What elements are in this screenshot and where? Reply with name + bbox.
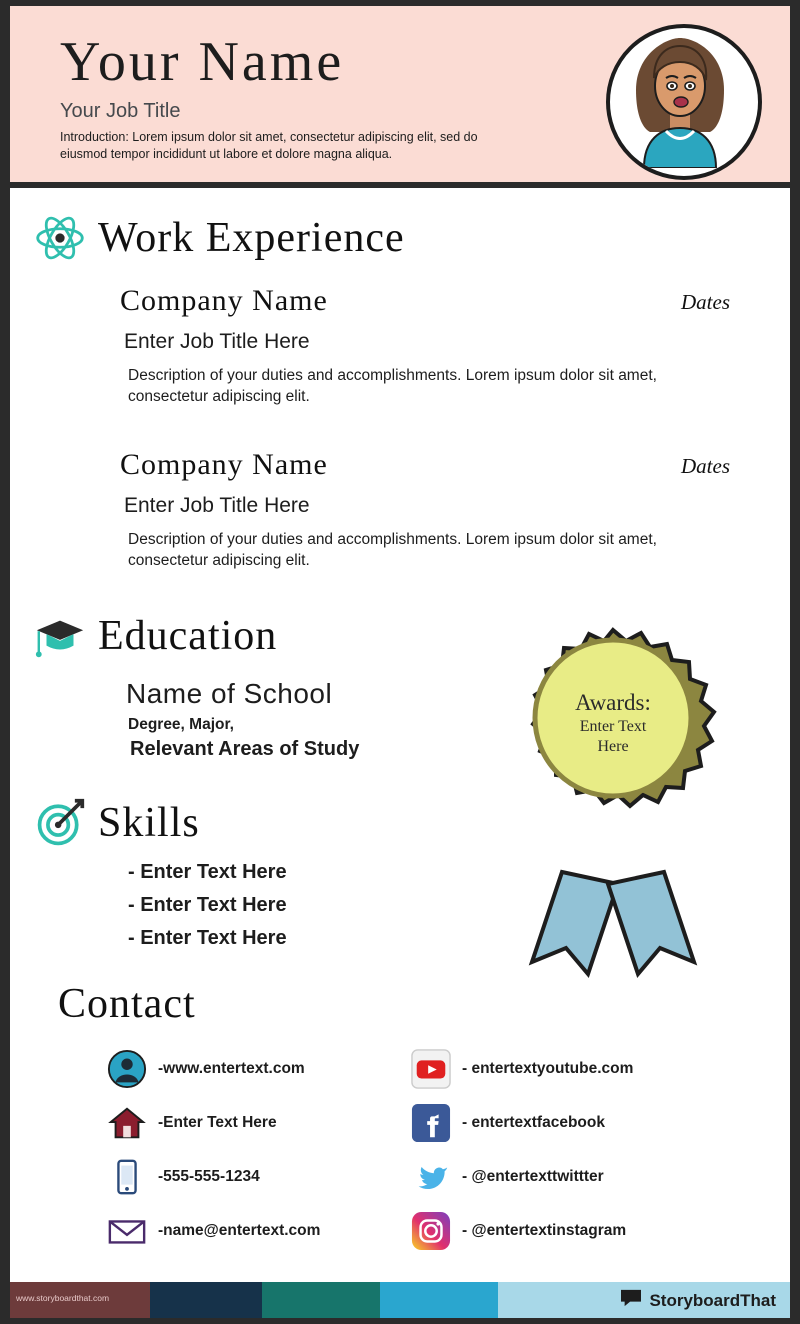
graduation-cap-icon (32, 608, 88, 664)
footer-url: www.storyboardthat.com (16, 1293, 110, 1303)
contact-row-instagram[interactable] (410, 1204, 790, 1258)
target-icon (32, 795, 88, 851)
award-badge (484, 622, 742, 982)
section-title-work: Work Experience (98, 215, 405, 261)
company-name: Company Name (120, 447, 328, 481)
avatar (606, 24, 762, 180)
section-title-skills: Skills (98, 799, 200, 846)
award-line-2: Here (597, 738, 629, 756)
job-title: Enter Job Title Here (124, 493, 310, 517)
degree-major: Degree, Major, (128, 715, 234, 733)
job-description: Description of your duties and accomplishments. Lorem ipsum dolor sit amet, consectetur adipiscing elit. (128, 530, 657, 569)
contact-row-facebook[interactable] (410, 1096, 790, 1150)
header-text-block (60, 31, 540, 163)
contact-grid (10, 1042, 790, 1258)
brand-name: StoryboardThat (649, 1290, 776, 1310)
contact-facebook-text: - entertextfacebook (462, 1113, 605, 1131)
avatar-portrait-icon (610, 28, 750, 168)
contact-address-text: -Enter Text Here (158, 1113, 277, 1131)
contact-instagram-text: - @entertextinstagram (462, 1221, 627, 1239)
header-banner (10, 6, 790, 188)
contact-website-text: -www.entertext.com (158, 1059, 305, 1077)
person-circle-icon (106, 1048, 148, 1090)
speech-bubble-icon (619, 1288, 643, 1313)
footer-segment-3 (262, 1282, 380, 1318)
section-work-experience (32, 210, 790, 266)
job-title-subtitle: Your Job Title (60, 100, 181, 122)
job-entry (120, 284, 790, 408)
contact-column-right (400, 1042, 790, 1258)
contact-column-left (10, 1042, 400, 1258)
envelope-icon (106, 1210, 148, 1252)
job-dates: Dates (681, 290, 730, 314)
skill-item: - Enter Text Here (128, 893, 287, 916)
page-title: Your Name (60, 31, 345, 93)
home-icon (106, 1102, 148, 1144)
job-dates: Dates (681, 453, 730, 478)
contact-row-address[interactable] (106, 1096, 400, 1150)
award-title: Awards: (575, 690, 651, 715)
footer-segment-4 (380, 1282, 498, 1318)
instagram-icon (410, 1210, 452, 1252)
job-entry (120, 448, 790, 572)
atom-icon (32, 210, 88, 266)
contact-row-twitter[interactable] (410, 1150, 790, 1204)
section-title-contact: Contact (58, 980, 196, 1027)
mobile-phone-icon (106, 1156, 148, 1198)
job-title: Enter Job Title Here (124, 330, 310, 353)
facebook-icon (410, 1102, 452, 1144)
company-name: Company Name (120, 284, 328, 317)
job-description: Description of your duties and accomplishments. Lorem ipsum dolor sit amet, consectetur adipiscing elit. (128, 367, 657, 405)
footer-segment-1 (10, 1282, 150, 1318)
brand-logo[interactable] (619, 1288, 776, 1313)
skill-item: - Enter Text Here (128, 860, 287, 883)
footer-segment-2 (150, 1282, 262, 1318)
award-text-block (484, 690, 742, 757)
award-ribbon-icon (484, 622, 742, 982)
award-line-1: Enter Text (579, 718, 647, 735)
skill-item: - Enter Text Here (128, 926, 287, 949)
contact-row-youtube[interactable] (410, 1042, 790, 1096)
twitter-icon (410, 1156, 452, 1198)
contact-row-website[interactable] (106, 1042, 400, 1096)
contact-row-email[interactable] (106, 1204, 400, 1258)
contact-email-text: -name@entertext.com (158, 1221, 321, 1239)
youtube-icon (410, 1048, 452, 1090)
relevant-areas: Relevant Areas of Study (130, 737, 360, 760)
resume-body (10, 210, 790, 1258)
intro-paragraph: Introduction: Lorem ipsum dolor sit amet, consectetur adipiscing elit, sed do eiusmod tempor incididunt ut labore et dolore magna aliqua. (60, 130, 478, 161)
contact-twitter-text: - @entertexttwittter (462, 1167, 604, 1185)
contact-row-phone[interactable] (106, 1150, 400, 1204)
school-name: Name of School (126, 677, 333, 709)
contact-phone-text: -555-555-1234 (158, 1167, 260, 1185)
footer-bar (10, 1282, 790, 1318)
section-title-education: Education (98, 612, 278, 659)
contact-youtube-text: - entertextyoutube.com (462, 1059, 634, 1077)
